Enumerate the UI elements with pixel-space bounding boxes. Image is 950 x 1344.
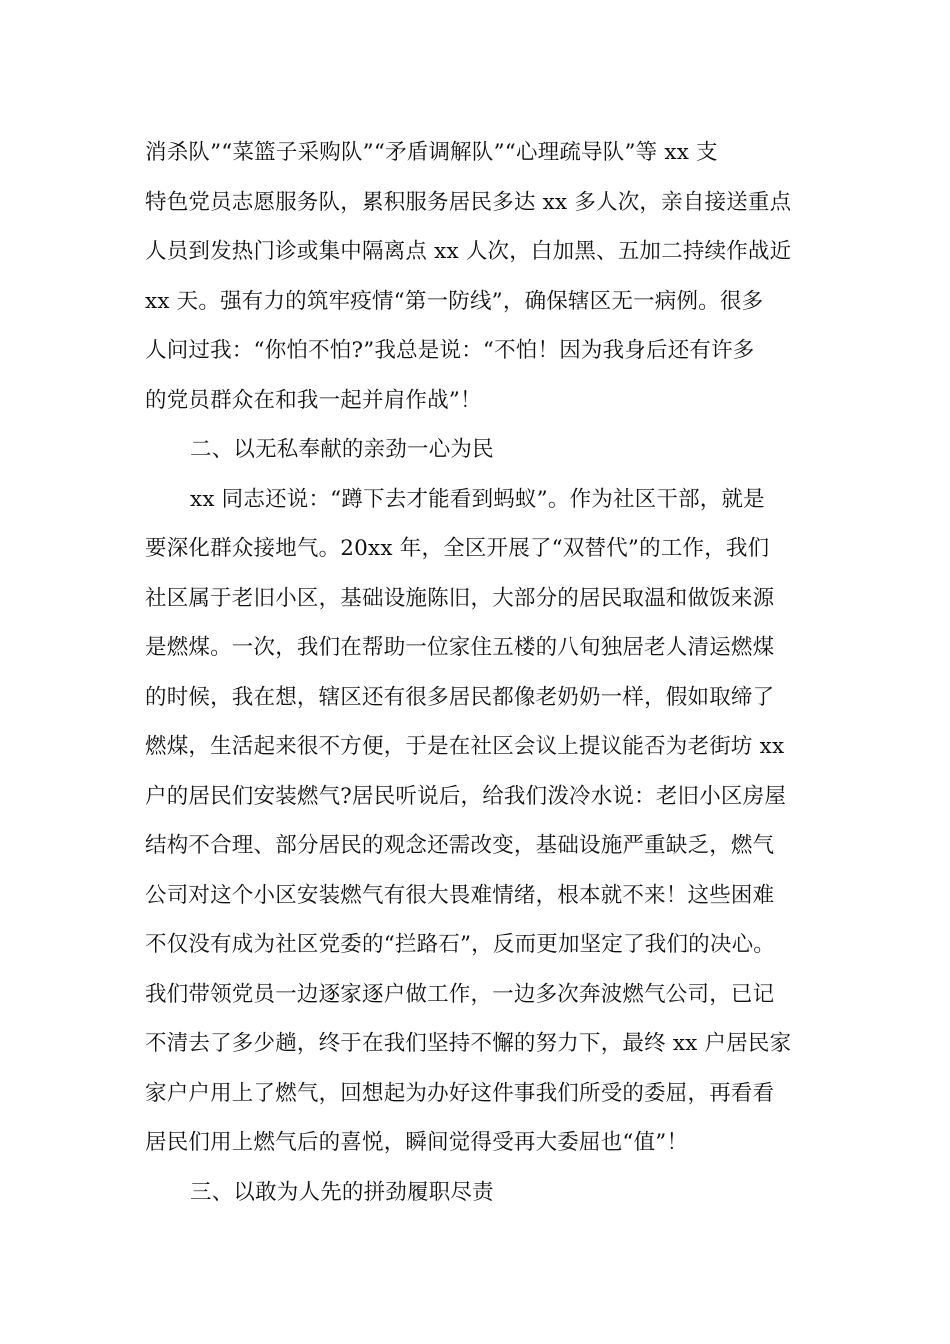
text-line: 家户户用上了燃气，回想起为办好这件事我们所受的委屈，再看看 bbox=[145, 1080, 775, 1106]
text-line: 的党员群众在和我一起并肩作战”！ bbox=[145, 387, 482, 413]
text-line: 是燃煤。一次，我们在帮助一位家住五楼的八旬独居老人清运燃煤 bbox=[145, 635, 775, 660]
text-line: 人员到发热门诊或集中隔离点 xx 人次，白加黑、五加二持续作战近 bbox=[145, 239, 792, 264]
text-line: xx 同志还说：“蹲下去才能看到蚂蚁”。作为社区干部，就是 bbox=[190, 486, 765, 512]
text-line: 结构不合理、部分居民的观念还需改变，基础设施严重缺乏，燃气 bbox=[145, 833, 775, 858]
text-line: 特色党员志愿服务队，累积服务居民多达 xx 多人次，亲自接送重点 bbox=[145, 189, 792, 215]
section-heading: 二、以无私奉献的亲劲一心为民 bbox=[190, 437, 494, 462]
text-line: 人问过我：“你怕不怕?”我总是说：“不怕！因为我身后还有许多 bbox=[145, 338, 755, 363]
text-line: 户的居民们安装燃气?居民听说后，给我们泼冷水说：老旧小区房屋 bbox=[145, 783, 787, 809]
document-body bbox=[145, 128, 825, 1217]
text-line: 我们带领党员一边逐家逐户做工作，一边多次奔波燃气公司，已记 bbox=[145, 981, 775, 1007]
text-line: 社区属于老旧小区，基础设施陈旧，大部分的居民取温和做饭来源 bbox=[145, 585, 775, 611]
text-line: 燃煤，生活起来很不方便，于是在社区会议上提议能否为老街坊 xx bbox=[145, 734, 785, 759]
text-line: 消杀队”“菜篮子采购队”“矛盾调解队”“心理疏导队”等 xx 支 bbox=[145, 140, 718, 165]
text-line: 居民们用上燃气后的喜悦，瞬间觉得受再大委屈也“值”！ bbox=[145, 1130, 689, 1155]
text-line: 不仅没有成为社区党委的“拦路石”，反而更加坚定了我们的决心。 bbox=[145, 932, 775, 957]
section-heading: 三、以敢为人先的拼劲履职尽责 bbox=[190, 1179, 494, 1205]
text-line: 不清去了多少趟，终于在我们坚持不懈的努力下，最终 xx 户居民家 bbox=[145, 1031, 792, 1056]
text-line: 公司对这个小区安装燃气有很大畏难情绪，根本就不来！这些困难 bbox=[145, 882, 775, 908]
text-line: xx 天。强有力的筑牢疫情“第一防线”，确保辖区无一病例。很多 bbox=[145, 288, 764, 314]
text-line: 的时候，我在想，辖区还有很多居民都像老奶奶一样，假如取缔了 bbox=[145, 684, 775, 710]
text-line: 要深化群众接地气。20xx 年，全区开展了“双替代”的工作，我们 bbox=[145, 536, 770, 561]
